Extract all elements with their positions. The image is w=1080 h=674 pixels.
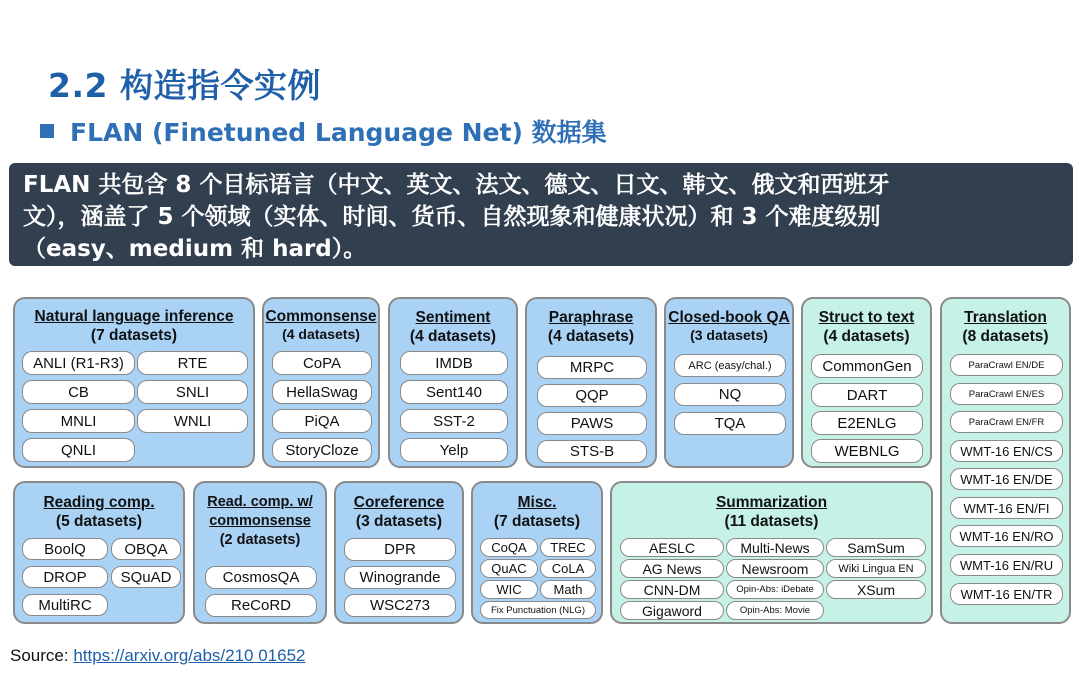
category-count: (11 datasets)	[724, 513, 819, 530]
category-reading-comp	[13, 481, 185, 624]
dataset-pill: Yelp	[400, 438, 508, 462]
dataset-pill: Gigaword	[620, 601, 724, 620]
dataset-pill: WMT-16 EN/CS	[950, 440, 1063, 462]
bullet-square-icon	[40, 124, 54, 138]
category-title: Closed-book QA	[668, 309, 790, 326]
category-struct-to-text	[801, 297, 932, 468]
dataset-pill: WMT-16 EN/RO	[950, 525, 1063, 547]
dataset-pill: ParaCrawl EN/FR	[950, 411, 1063, 433]
category-nli	[13, 297, 255, 468]
dataset-pill: CommonGen	[811, 354, 923, 378]
category-count: (4 datasets)	[409, 328, 497, 345]
category-paraphrase	[525, 297, 657, 468]
dataset-pill: DART	[811, 383, 923, 407]
category-count: (3 datasets)	[355, 513, 443, 530]
category-count: (4 datasets)	[547, 328, 635, 345]
banner-line: 文），涵盖了 5 个领域（实体、时间、货币、自然现象和健康状况）和 3 个难度级别	[23, 204, 881, 230]
dataset-pill: Multi-News	[726, 538, 824, 557]
summary-banner	[9, 163, 1073, 266]
dataset-pill: ANLI (R1-R3)	[22, 351, 135, 375]
dataset-pill: Winogrande	[344, 566, 456, 589]
dataset-pill: WIC	[480, 580, 538, 599]
dataset-pill: TQA	[674, 412, 786, 435]
category-count: (4 datasets)	[282, 326, 360, 342]
category-count: (4 datasets)	[823, 328, 910, 345]
dataset-pill: QNLI	[22, 438, 135, 462]
dataset-pill: QQP	[537, 384, 647, 407]
dataset-pill: E2ENLG	[811, 411, 923, 435]
source-line	[10, 646, 306, 666]
dataset-pill: Math	[540, 580, 596, 599]
category-title: Natural language inference	[34, 308, 234, 325]
source-link[interactable]: https://arxiv.org/abs/210 01652	[73, 646, 306, 665]
dataset-pill: ARC (easy/chal.)	[674, 354, 786, 377]
category-count: (8 datasets)	[962, 328, 1049, 345]
dataset-pill: Opin-Abs: iDebate	[726, 580, 824, 599]
dataset-pill: DROP	[22, 566, 108, 588]
dataset-pill: AG News	[620, 559, 724, 578]
dataset-pill: WNLI	[137, 409, 248, 433]
dataset-pill: StoryCloze	[272, 438, 372, 462]
dataset-pill: Sent140	[400, 380, 508, 404]
dataset-pill: SQuAD	[111, 566, 181, 588]
dataset-pill: IMDB	[400, 351, 508, 375]
category-count: (5 datasets)	[55, 513, 143, 530]
dataset-pill: WSC273	[344, 594, 456, 617]
dataset-pill: Opin-Abs: Movie	[726, 601, 824, 620]
dataset-pill: DPR	[344, 538, 456, 561]
category-title: Read. comp. w/	[207, 494, 313, 510]
category-sentiment	[388, 297, 518, 468]
dataset-pill: WEBNLG	[811, 439, 923, 463]
category-title: Commonsense	[265, 308, 377, 325]
category-title: Translation	[964, 309, 1047, 326]
dataset-pill: WMT-16 EN/DE	[950, 468, 1063, 490]
slide-title: 2.2 构造指令实例	[48, 66, 321, 105]
dataset-pill: XSum	[826, 580, 926, 599]
dataset-pill: Fix Punctuation (NLG)	[480, 601, 596, 619]
dataset-pill: TREC	[540, 538, 596, 557]
dataset-pill: HellaSwag	[272, 380, 372, 404]
dataset-pill: MultiRC	[22, 594, 108, 616]
category-count: (7 datasets)	[493, 513, 581, 530]
dataset-pill: MNLI	[22, 409, 135, 433]
dataset-pill: AESLC	[620, 538, 724, 557]
category-title: Reading comp.	[43, 494, 155, 511]
category-summarization	[610, 481, 933, 624]
category-closed-book-qa	[664, 297, 794, 468]
category-commonsense	[262, 297, 380, 468]
dataset-pill: SamSum	[826, 538, 926, 557]
dataset-pill: WMT-16 EN/RU	[950, 554, 1063, 576]
category-translation	[940, 297, 1071, 624]
dataset-pill: MRPC	[537, 356, 647, 379]
dataset-pill: SST-2	[400, 409, 508, 433]
dataset-pill: CoQA	[480, 538, 538, 557]
category-title: Sentiment	[415, 309, 491, 326]
dataset-pill: ReCoRD	[205, 594, 317, 617]
subtitle-text: FLAN (Finetuned Language Net) 数据集	[70, 118, 607, 147]
dataset-pill: CosmosQA	[205, 566, 317, 589]
source-label: Source:	[10, 646, 69, 665]
dataset-pill: CoLA	[540, 559, 596, 578]
dataset-pill: CoPA	[272, 351, 372, 375]
dataset-pill: CNN-DM	[620, 580, 724, 599]
dataset-pill: STS-B	[537, 440, 647, 463]
category-title: Coreference	[353, 494, 445, 511]
dataset-pill: WMT-16 EN/FI	[950, 497, 1063, 519]
dataset-pill: Newsroom	[726, 559, 824, 578]
category-misc	[471, 481, 603, 624]
dataset-pill: PiQA	[272, 409, 372, 433]
dataset-pill: SNLI	[137, 380, 248, 404]
category-title: Misc.	[517, 494, 557, 511]
dataset-pill: BoolQ	[22, 538, 108, 560]
category-title: Summarization	[715, 494, 828, 511]
category-title: commonsense	[209, 513, 311, 529]
slide-subtitle	[40, 113, 607, 149]
dataset-pill: Wiki Lingua EN	[826, 559, 926, 578]
category-read-comp-commonsense	[193, 481, 327, 624]
dataset-pill: NQ	[674, 383, 786, 406]
category-title: Paraphrase	[548, 309, 634, 326]
banner-line: （easy、medium 和 hard）。	[23, 236, 367, 262]
dataset-pill: ParaCrawl EN/DE	[950, 354, 1063, 376]
dataset-pill: RTE	[137, 351, 248, 375]
dataset-pill: CB	[22, 380, 135, 404]
dataset-pill: QuAC	[480, 559, 538, 578]
dataset-pill: PAWS	[537, 412, 647, 435]
dataset-pill: OBQA	[111, 538, 181, 560]
category-count: (2 datasets)	[219, 532, 301, 548]
category-coreference	[334, 481, 464, 624]
dataset-pill: WMT-16 EN/TR	[950, 583, 1063, 605]
dataset-pill: ParaCrawl EN/ES	[950, 383, 1063, 405]
category-count: (3 datasets)	[690, 327, 768, 343]
banner-line: FLAN 共包含 8 个目标语言（中文、英文、法文、德文、日文、韩文、俄文和西班牙	[23, 172, 890, 198]
category-count: (7 datasets)	[90, 327, 178, 344]
category-title: Struct to text	[818, 309, 915, 326]
